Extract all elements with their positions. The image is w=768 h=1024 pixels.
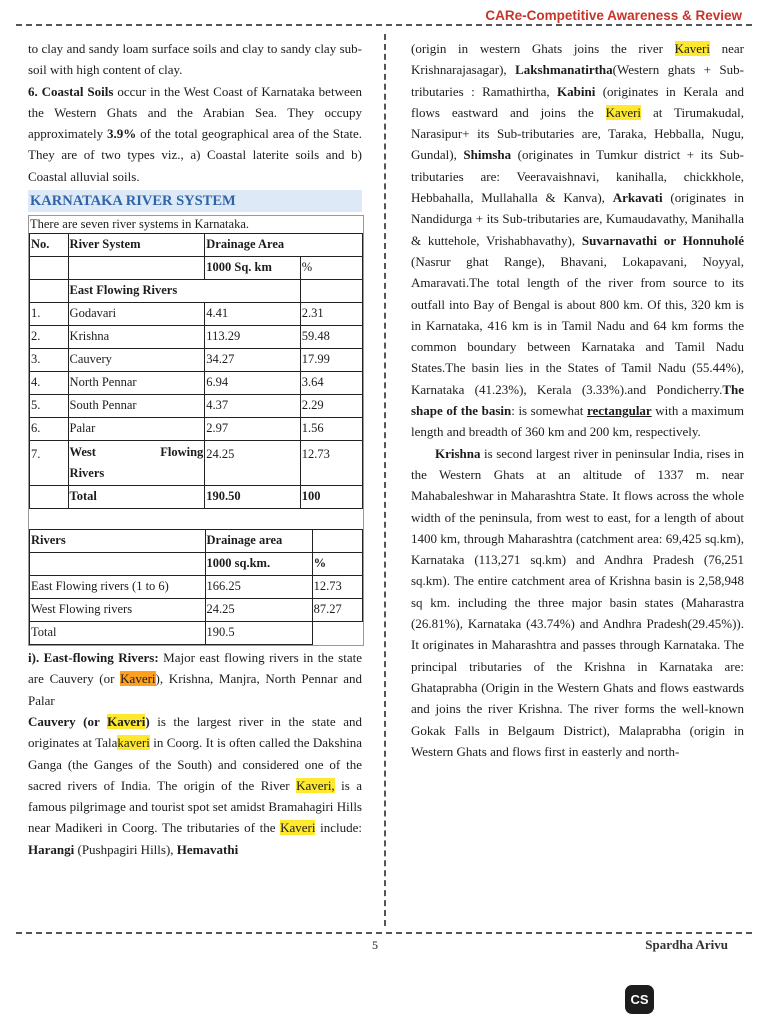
group-east-flowing: East Flowing Rivers — [68, 280, 300, 303]
header-no: No. — [30, 234, 69, 257]
table-row: 5. South Pennar 4.37 2.29 — [30, 395, 363, 418]
river-system-table-box — [28, 215, 364, 646]
header-river-system: River System — [68, 234, 205, 257]
table-row: West Flowing rivers 24.25 87.27 — [30, 599, 363, 622]
camscanner-badge-icon: CS — [625, 985, 654, 1014]
page-number: 5 — [372, 938, 378, 952]
krishna-paragraph: Krishna is second largest river in peninsular India, rises in the Western Ghats at an altitude of 1337 m. near Mahabaleshwar in Maharashtra State. It flows across the whole width of the peninsula, from west to east, for a length of about 1400 km, through Maharashtra (catchment area: 69,425 sq.km), Karnataka (113,271 sq.km) and Andhra Pradesh (76,251 sq.km). The entire catchment area of Krishna basin is 2,58,948 sq km. including the three major basin states (Maharastra (26.81%), Karnataka (43.74%) and Andhra Pradesh(29.45%)). It originates in Maharashtra and passes through Karnataka. The principal tributaries of the Krishna in Karnataka are: Ghataprabha (Origin in the Western Ghats and flows eastwards and joins the river Krishna. The river forms the well-known Gokak Falls in Belgaum District), Malaprabha (origin in Western Ghats and flows first in easterly and north- — [411, 445, 744, 759]
coastal-soils-percent: 3.9% — [107, 126, 137, 142]
page-header-title: CARe-Competitive Awareness & Review — [485, 8, 742, 23]
table-row: 3. Cauvery 34.27 17.99 — [30, 349, 363, 372]
table-header-row — [30, 234, 363, 257]
table-total-row: Total 190.5 — [30, 622, 363, 645]
soil-paragraph-end: to clay and sandy loam surface soils and clay to sandy clay sub-soil with high content of clay. — [28, 41, 362, 78]
table-row: 4. North Pennar 6.94 3.64 — [30, 372, 363, 395]
table-group-row — [30, 280, 363, 303]
header-rivers: Rivers — [30, 530, 206, 553]
section-title-river-system: KARNATAKA RIVER SYSTEM — [28, 190, 362, 212]
coastal-soils-heading: 6. Coastal Soils — [28, 83, 114, 99]
table-row: 1. Godavari 4.41 2.31 — [30, 303, 363, 326]
river-system-table — [29, 233, 363, 509]
header-divider — [16, 24, 752, 26]
left-column — [28, 38, 362, 860]
coastal-soils-paragraph: 6. Coastal Soils occur in the West Coast of Karnataka between the Western Ghats and the Arabian Sea. They occupy approximately 3.9% of the total geographical area of the State. They are of two types viz., a) Coastal laterite soils and b) Coastal alluvial soils. — [28, 83, 363, 184]
table-total-row: Total 190.50 100 — [30, 486, 363, 509]
table-unit-row: 1000 sq.km. % — [30, 553, 363, 576]
column-divider — [384, 34, 386, 926]
footer-divider — [16, 932, 752, 934]
header-unit: 1000 Sq. km — [205, 257, 300, 280]
footer-brand: Spardha Arivu — [645, 937, 728, 952]
table-header-row — [30, 530, 363, 553]
cauvery-tributaries-paragraph: (origin in western Ghats joins the river Kaveri near Krishnarajasagar), Lakshmanatirtha(Western ghats + Sub-tributaries : Ramathirtha, Kabini (originates in Kerala and flows eastward and joins the Kaveri at Tirumakudal, Narasipur+ its Sub-tributaries are, Taraka, Hebballa, Nugu, Gundal), Shimsha (originates in Tumkur district + its Sub-tributaries are: Veeravaishnavi, kanihalla, chickkhole, Hebbahalla, Mullahalla & Kanva), Arkavati (originates in Nandidurga + its Sub-tributaries are, Kumaudavathy, Manihalla & kuttehole, Vrishabhavathy), Suvarnavathi or Honnuholé (Nasrur ghat Range), Bhavani, Lokapavani, Noyyal, Amaravati.The total length of the river from source to its outfall into Bay of Bengal is about 800 km. Of this, 320 km is in Karnataka, 416 km is in Tamil Nadu and 64 km forms the common boundary between Karnataka and Tamil Nadu States.The basin lies in the States of Tamil Nadu (55.44%), Karnataka (41.23%), Kerala (3.33%).and Pondicherry.The shape of the basin: is somewhat rectangular with a maximum length and breadth of 360 km and 200 km, respectively. — [411, 41, 744, 440]
table-row-west-flowing: 7. West Flowing Rivers 24.25 12.73 — [30, 441, 363, 486]
header-percent: % — [300, 257, 362, 280]
drainage-summary-table — [29, 529, 363, 645]
table-row: 2. Krishna 113.29 59.48 — [30, 326, 363, 349]
table-unit-row — [30, 257, 363, 280]
cauvery-paragraph: Cauvery (or Kaveri) is the largest river in the state and originates at Talakaveri in Coorg. It is often called the Dakshina Ganga (the Ganges of the South) and considered one of the sacred rivers of India. The origin of the River Kaveri, is a famous pilgrimage and tourist spot set amidst Bramahagiri Hills near Madikeri in Coorg. The tributaries of the Kaveri include: Harangi (Pushpagiri Hills), Hemavathi — [28, 713, 362, 857]
table-row: 6. Palar 2.97 1.56 — [30, 418, 363, 441]
table-row: East Flowing rivers (1 to 6) 166.25 12.73 — [30, 576, 363, 599]
header-drainage-area: Drainage Area — [205, 234, 363, 257]
east-flowing-paragraph: i). East-flowing Rivers: Major east flowing rivers in the state are Cauvery (or Kaveri), Krishna, Manjra, North Pennar and Palar — [28, 650, 362, 708]
header-drainage-area: Drainage area — [205, 530, 312, 553]
right-column — [411, 38, 744, 762]
table-intro: There are seven river systems in Karnataka. — [30, 217, 250, 232]
